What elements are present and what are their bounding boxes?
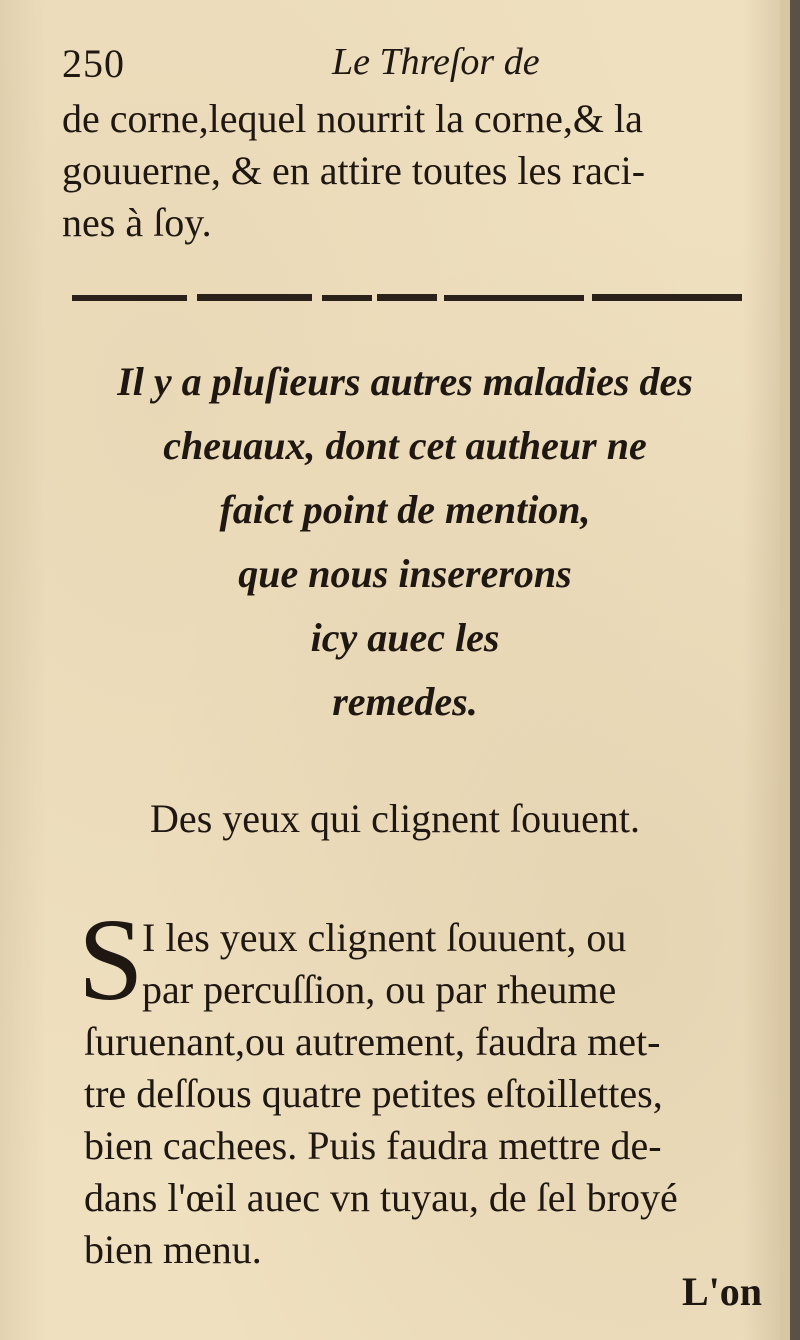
note-line: icy auec les	[310, 615, 500, 660]
section-paragraph	[78, 894, 774, 1276]
catchword: L'on	[681, 1269, 762, 1314]
running-head: Le Threſor de	[332, 41, 540, 83]
text-line: ſuruenant,ou autrement, faudra met-	[84, 1019, 661, 1064]
note-line: faict point de mention,	[219, 487, 591, 532]
page-edge	[780, 0, 790, 1340]
text-line: par percuſſion, ou par rheume	[142, 967, 617, 1012]
text-line: de corne,lequel nourrit la corne,& la	[62, 96, 643, 141]
page-header	[62, 40, 742, 88]
text-line: nes à ſoy.	[62, 200, 212, 245]
note-line: cheuaux, dont cet autheur ne	[163, 423, 647, 468]
ornamental-divider	[72, 288, 742, 308]
text-line: tre deſſous quatre petites eſtoillettes,	[84, 1071, 663, 1116]
text-line: I les yeux clignent ſouuent, ou	[142, 915, 627, 960]
text-line: dans l'œil auec vn tuyau, de ſel broyé	[84, 1175, 678, 1220]
continued-paragraph	[62, 93, 752, 249]
note-line: que nous insererons	[238, 551, 572, 596]
section-title: Des yeux qui clignent ſouuent.	[150, 796, 640, 841]
text-line: bien cachees. Puis faudra mettre de-	[84, 1123, 662, 1168]
note-line: remedes.	[332, 679, 478, 724]
text-line: bien menu.	[84, 1227, 262, 1272]
editor-note	[55, 350, 755, 734]
text-line: gouuerne, & en attire toutes les raci-	[62, 148, 646, 193]
page-number: 250	[62, 41, 125, 86]
note-line: Il y a pluſieurs autres maladies des	[117, 359, 693, 404]
drop-cap: S	[78, 894, 144, 1025]
